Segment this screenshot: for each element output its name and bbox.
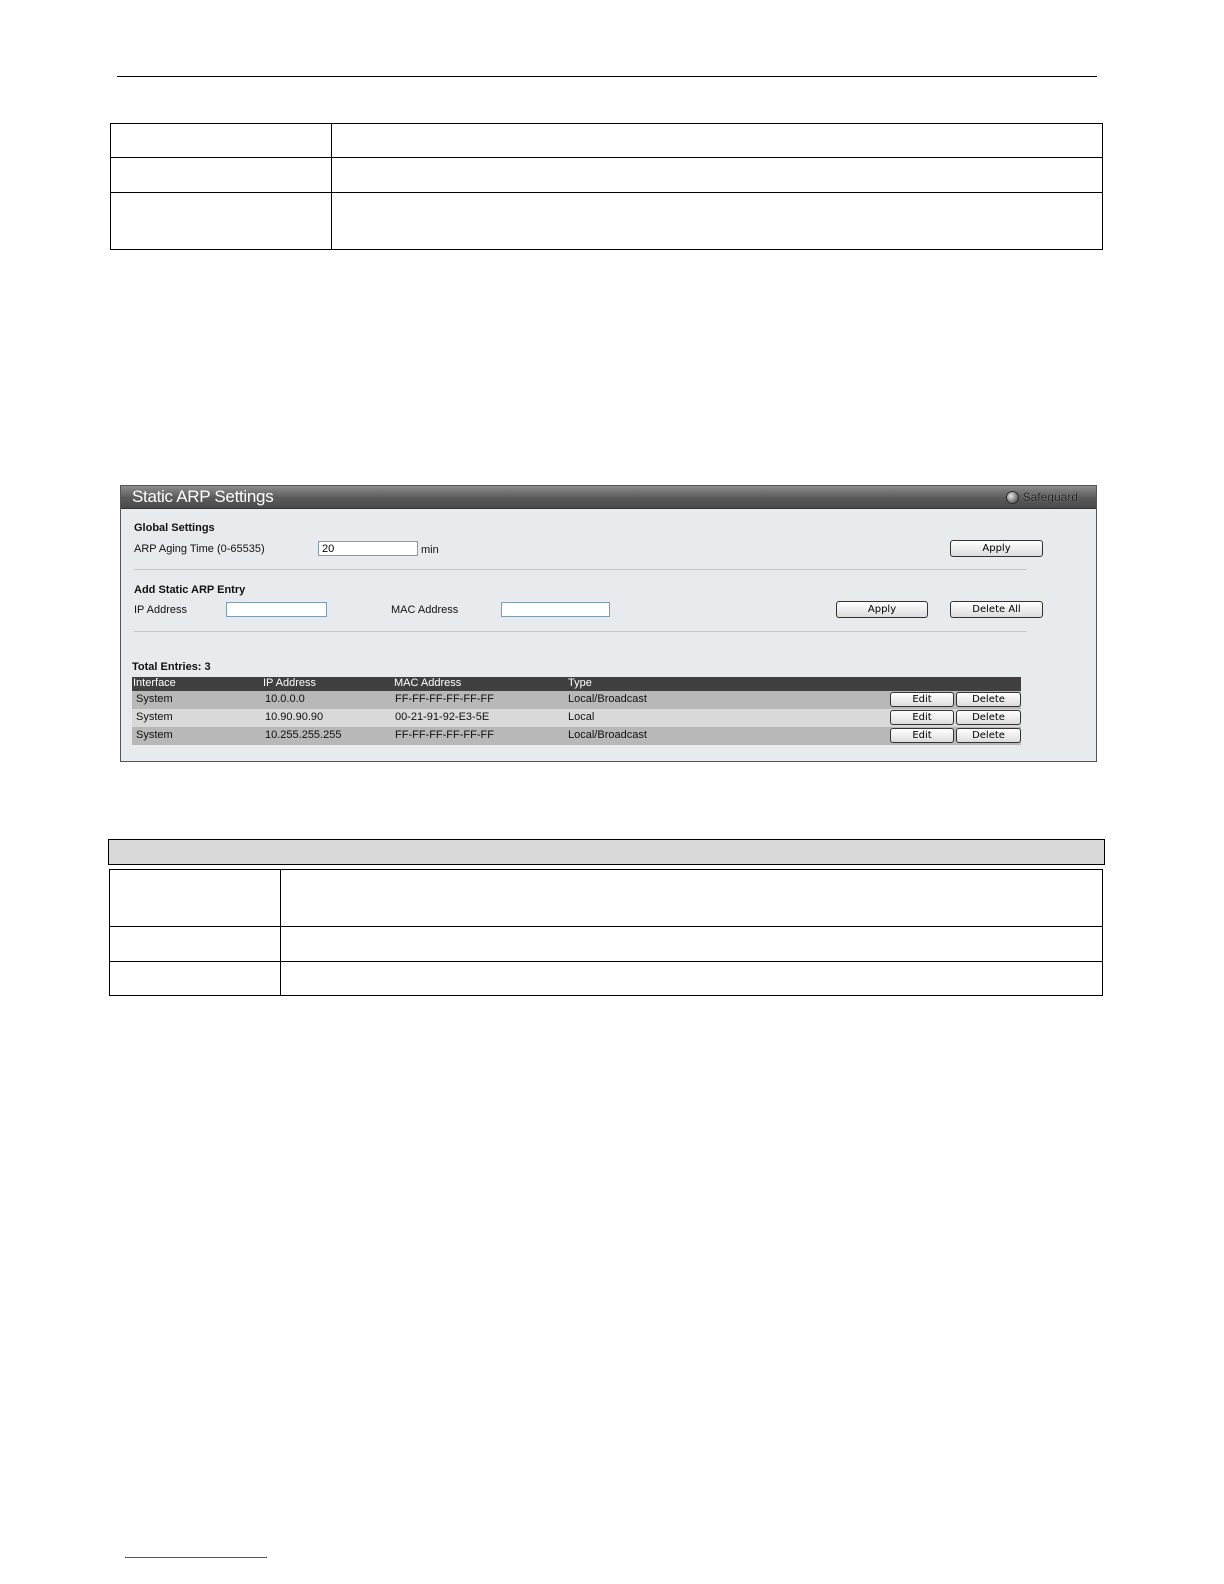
static-arp-window	[120, 485, 1097, 762]
total-entries-label: Total Entries: 3	[132, 661, 211, 673]
table-header	[132, 677, 1021, 691]
safeguard-icon	[1006, 491, 1019, 504]
delete-button[interactable]: Delete	[956, 710, 1021, 725]
delete-all-button[interactable]: Delete All	[950, 601, 1043, 618]
cell-ip-address: 10.90.90.90	[265, 711, 324, 723]
aging-time-label: ARP Aging Time (0-65535)	[134, 543, 265, 555]
safeguard-indicator[interactable]	[1006, 490, 1078, 504]
column-header-mac-address: MAC Address	[394, 677, 462, 689]
column-header-type: Type	[568, 677, 592, 689]
global-apply-button[interactable]: Apply	[950, 540, 1043, 557]
divider	[134, 631, 1027, 632]
mac-address-label: MAC Address	[391, 604, 459, 616]
page-header-rule	[117, 76, 1097, 77]
parameter-table-bottom	[109, 869, 1103, 996]
table-cell	[332, 193, 1103, 250]
delete-button[interactable]: Delete	[956, 692, 1021, 707]
ip-address-label: IP Address	[134, 604, 187, 616]
window-title: Static ARP Settings	[132, 487, 274, 506]
table-cell	[332, 124, 1103, 158]
cell-ip-address: 10.255.255.255	[265, 729, 342, 741]
column-header-interface: Interface	[133, 677, 176, 689]
ip-address-input[interactable]	[226, 602, 327, 617]
safeguard-label: Safeguard	[1022, 490, 1078, 504]
global-settings-heading: Global Settings	[134, 522, 215, 534]
cell-type: Local	[568, 711, 595, 723]
title-bar	[121, 486, 1096, 509]
cell-mac-address: FF-FF-FF-FF-FF-FF	[395, 693, 494, 705]
table-cell	[332, 158, 1103, 193]
table-cell	[110, 870, 281, 927]
aging-unit-label: min	[421, 544, 439, 556]
table-row	[132, 691, 1021, 709]
edit-button[interactable]: Edit	[890, 692, 954, 707]
aging-time-input[interactable]	[318, 541, 418, 556]
divider	[134, 569, 1027, 570]
cell-type: Local/Broadcast	[568, 729, 647, 741]
table-cell	[281, 870, 1103, 927]
table-cell	[110, 927, 281, 962]
table-cell	[281, 927, 1103, 962]
cell-type: Local/Broadcast	[568, 693, 647, 705]
add-entry-heading: Add Static ARP Entry	[134, 584, 246, 596]
table-cell	[111, 193, 332, 250]
table-cell	[111, 158, 332, 193]
parameter-table-header	[108, 839, 1105, 865]
cell-ip-address: 10.0.0.0	[265, 693, 305, 705]
mac-address-input[interactable]	[501, 602, 610, 617]
cell-mac-address: FF-FF-FF-FF-FF-FF	[395, 729, 494, 741]
table-cell	[111, 124, 332, 158]
table-row	[132, 727, 1021, 745]
cell-interface: System	[136, 729, 173, 741]
footer-link-underline	[125, 1557, 267, 1558]
edit-button[interactable]: Edit	[890, 728, 954, 743]
table-cell	[281, 962, 1103, 996]
cell-interface: System	[136, 711, 173, 723]
cell-interface: System	[136, 693, 173, 705]
parameter-table-top	[110, 123, 1103, 250]
column-header-ip-address: IP Address	[263, 677, 316, 689]
add-apply-button[interactable]: Apply	[836, 601, 928, 618]
edit-button[interactable]: Edit	[890, 710, 954, 725]
table-row	[132, 709, 1021, 727]
delete-button[interactable]: Delete	[956, 728, 1021, 743]
table-cell	[110, 962, 281, 996]
cell-mac-address: 00-21-91-92-E3-5E	[395, 711, 490, 723]
